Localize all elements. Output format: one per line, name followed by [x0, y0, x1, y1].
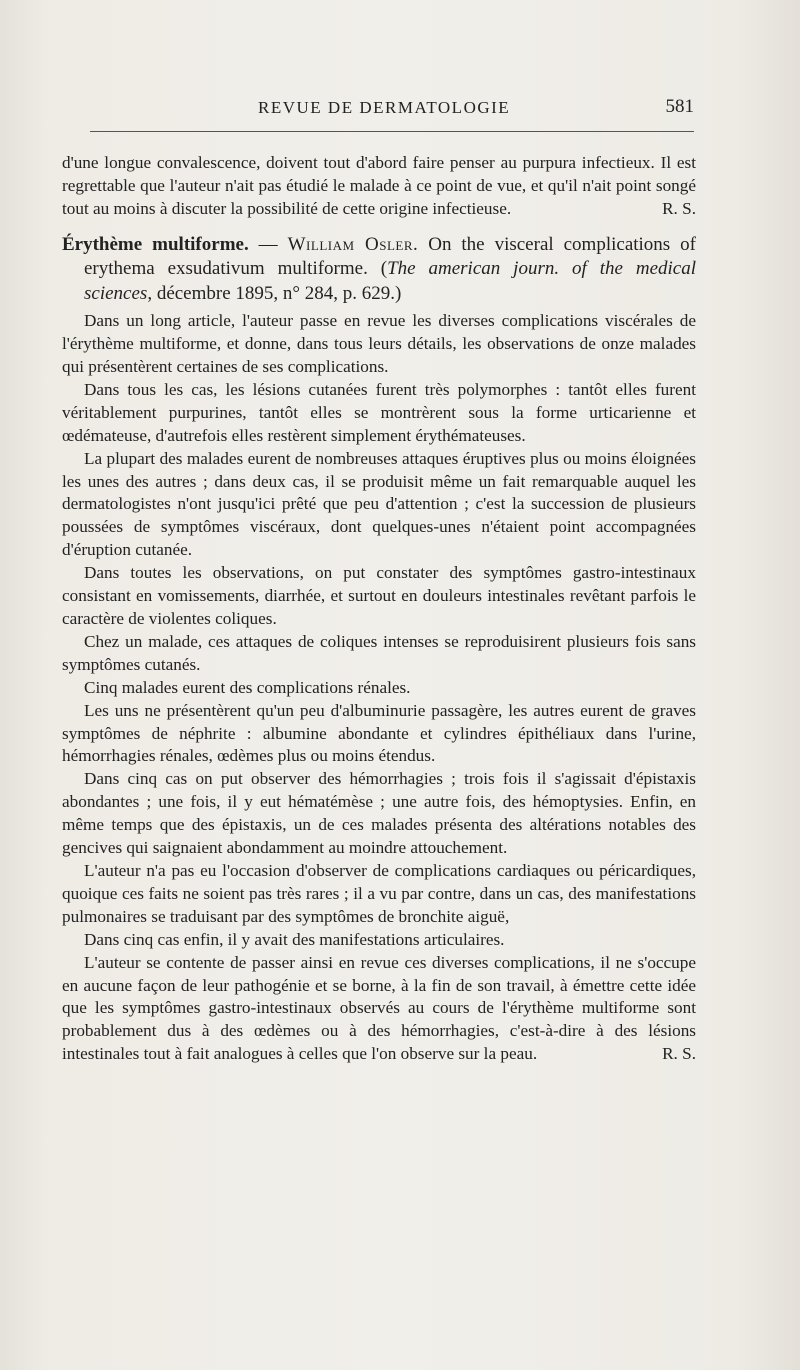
paragraph: Dans cinq cas on put observer des hémorrhagies ; trois fois il s'agissait d'épistaxis abondantes ; une fois, il y eut hématémèse ; une autre fois, des hémoptysies. Enfin, en même temps que des épistaxis, un de ces malades présenta des altérations notables des gencives qui saignaient abondamment au moindre attouchement.	[62, 769, 696, 858]
paragraph: Dans un long article, l'auteur passe en revue les diverses complications viscérales de l'érythème multiforme, et donne, dans tous leurs détails, les observations de onze malades qui présentèrent certaines de ses complications.	[62, 311, 696, 377]
page-number: 581	[665, 96, 694, 117]
header-rule	[90, 131, 694, 132]
paragraph: Cinq malades eurent des complications rénales.	[84, 677, 411, 697]
paragraph-text: L'auteur se contente de passer ainsi en revue ces diverses complications, il ne s'occupe en aucune façon de leur pathogénie et se borne, à la fin de son travail, à émettre cette idée que les symptômes gastro-intestinaux observés au cours de l'érythème multiforme sont probablement dus à des œdèmes ou à des hémorrhagies, c'est-à-dire à des lésions intestinales tout à fait analogues à celles que l'on observe sur la peau.	[62, 952, 696, 1064]
entry-author: William Osler.	[287, 233, 419, 255]
entry-dash: —	[248, 233, 288, 255]
paragraph: Dans cinq cas enfin, il y avait des manifestations articulaires.	[84, 929, 505, 949]
paragraph: Dans tous les cas, les lésions cutanées furent très polymorphes : tantôt elles furent véritablement purpurines, tantôt elles se montrèrent sous la forme urticarienne et œdémateuse, d'autrefois elles restèrent simplement érythémateuses.	[62, 379, 696, 445]
paragraph: Dans toutes les observations, on put constater des symptômes gastro-intestinaux consistant en vomissements, diarrhée, et surtout en douleurs intestinales revêtant parfois le caractère de violentes coliques.	[62, 563, 696, 628]
page-header	[90, 98, 694, 122]
paragraph: Chez un malade, ces attaques de coliques intenses se reproduisirent plusieurs fois sans symptômes cutanés.	[62, 631, 696, 674]
intro-text: d'une longue convalescence, doivent tout d'abord faire penser au purpura infectieux. Il est regrettable que l'auteur n'ait pas étudié le malade à ce point de vue, et qu'il n'ait point songé tout au moins à discuter la possibilité de cette origine infectieuse.	[62, 153, 696, 218]
entry-citation: , décembre 1895, n° 284, p. 629.)	[147, 282, 402, 304]
intro-signature: R. S.	[662, 198, 696, 218]
review-entry-heading	[62, 233, 696, 307]
last-paragraph	[62, 952, 696, 1067]
article-body	[62, 152, 696, 1066]
closing-signature: R. S.	[662, 1044, 696, 1064]
entry-journal: The american journ. of the medical sciences	[84, 258, 696, 304]
running-title: REVUE DE DERMATOLOGIE	[258, 98, 511, 117]
paragraph: La plupart des malades eurent de nombreuses attaques éruptives plus ou moins éloignées les unes des autres ; dans deux cas, il se produisit même un fait remarquable auquel les dermatologistes n'ont jusqu'ici prêté que peu d'attention ; c'est la succession de plusieurs poussées de symptômes viscéraux, dont quelques-unes n'étaient point accompagnées d'éruption cutanée.	[62, 448, 696, 560]
paragraph: L'auteur n'a pas eu l'occasion d'observer de complications cardiaques ou péricardiques, quoique ces faits ne soient pas très rares ; il a vu par contre, dans un cas, des manifestations pulmonaires se traduisant par des symptômes de bronchite aiguë,	[62, 860, 696, 926]
entry-title: On the visceral complications of erythema exsudativum multiforme. (	[84, 233, 696, 280]
entry-heading: Érythème multiforme.	[62, 233, 249, 255]
intro-paragraph	[62, 152, 696, 221]
paragraph: Les uns ne présentèrent qu'un peu d'albuminurie passagère, les autres eurent de graves symptômes de néphrite : albumine abondante et cylindres épithéliaux dans l'urine, hémorrhagies rénales, œdèmes plus ou moins étendus.	[62, 700, 696, 766]
